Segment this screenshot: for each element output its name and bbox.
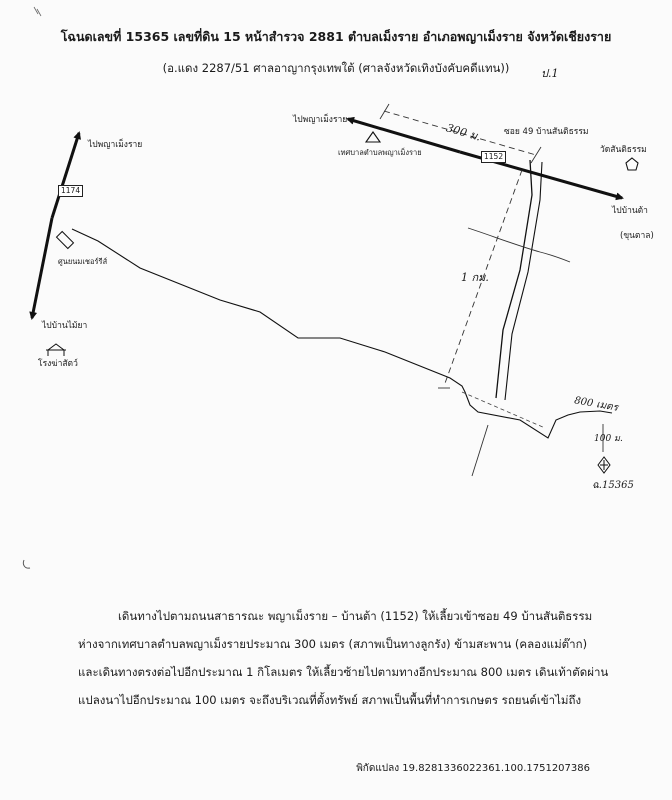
- description-line-1: เดินทางไปตามถนนสาธารณะ พญาเม็งราย – บ้านต้า (1152) ให้เลี้ยวเข้าซอย 49 บ้านสันติธรรม: [118, 609, 593, 623]
- label-ban-ta-district: (ขุนตาล): [620, 231, 654, 241]
- road-1174-north-arrow: [52, 133, 79, 218]
- parcel-coordinates: พิกัดแปลง 19.8281336022361.100.1751207386: [356, 763, 590, 774]
- label-municipality: เทศบาลตำบลพญาเม็งราย: [338, 148, 422, 157]
- temple-icon: [626, 158, 638, 170]
- label-parcel: ฉ.15365: [592, 480, 634, 491]
- label-distance-300: 300 ม.: [444, 121, 483, 144]
- label-to-phaya-mengrai-left: ไปพญาเม็งราย: [88, 140, 143, 150]
- description-line-4: แปลงนาไปอีกประมาณ 100 เมตร จะถึงบริเวณที่ตั้งทรัพย์ สภาพเป็นพื้นที่ทำการเกษตร รถยนต์เข้าไม่ถึง: [78, 693, 582, 707]
- description-line-2: ห่างจากเทศบาลตำบลพญาเม็งรายประมาณ 300 เมตร (สภาพเป็นทางลูกรัง) ข้ามสะพาน (คลองแม่ต๊าก): [78, 637, 588, 651]
- road-1152-sign: 1152: [481, 151, 506, 163]
- label-temple: วัดสันติธรรม: [600, 145, 647, 155]
- label-slaughterhouse: โรงฆ่าสัตว์: [38, 359, 78, 369]
- field-boundary: [472, 425, 488, 476]
- dairy-center-building: [57, 232, 74, 249]
- label-distance-1km: 1 กม.: [461, 271, 489, 284]
- label-dairy-center: ศูนยนมเชอร์รีส์: [58, 257, 108, 266]
- soi-49-road-edge: [505, 162, 542, 400]
- road-1174-sign: 1174: [58, 185, 83, 197]
- scan-mark: [34, 7, 41, 16]
- label-to-ban-ta: ไปบ้านต้า: [612, 206, 648, 216]
- road-1174-south-arrow: [32, 218, 52, 318]
- label-distance-800: 800 เมตร: [573, 395, 619, 414]
- scan-artifact: [23, 560, 30, 568]
- municipality-icon: [366, 132, 380, 142]
- distance-800-dimension: [462, 392, 545, 428]
- parcel-icon: [598, 457, 610, 473]
- label-to-ban-mai-ya: ไปบ้านไม้ยา: [42, 321, 88, 331]
- label-distance-100: 100 ม.: [594, 434, 623, 444]
- dim-tick-left: [380, 104, 389, 119]
- label-soi-49: ซอย 49 บ้านสันติธรรม: [504, 127, 589, 137]
- dim-tick-right: [531, 147, 541, 163]
- access-road: [72, 229, 612, 438]
- description-line-3: และเดินทางตรงต่อไปอีกประมาณ 1 กิโลเมตร ให้เลี้ยวซ้ายไปตามทางอีกประมาณ 800 เมตร เดินเท้าตัดผ่าน: [78, 665, 609, 679]
- page-mark: ป.1: [541, 67, 559, 80]
- page-title: โฉนดเลขที่ 15365 เลขที่ดิน 15 หน้าสำรวจ 2881 ตำบลเม็งราย อำเภอพญาเม็งราย จังหวัดเชียงราย: [60, 29, 612, 44]
- creek: [468, 228, 570, 262]
- page-subtitle: (อ.แดง 2287/51 ศาลอาญากรุงเทพใต้ (ศาลจังหวัดเทิงบังคับคดีแทน)): [162, 61, 510, 75]
- label-to-phaya-mengrai-top: ไปพญาเม็งราย: [293, 115, 348, 125]
